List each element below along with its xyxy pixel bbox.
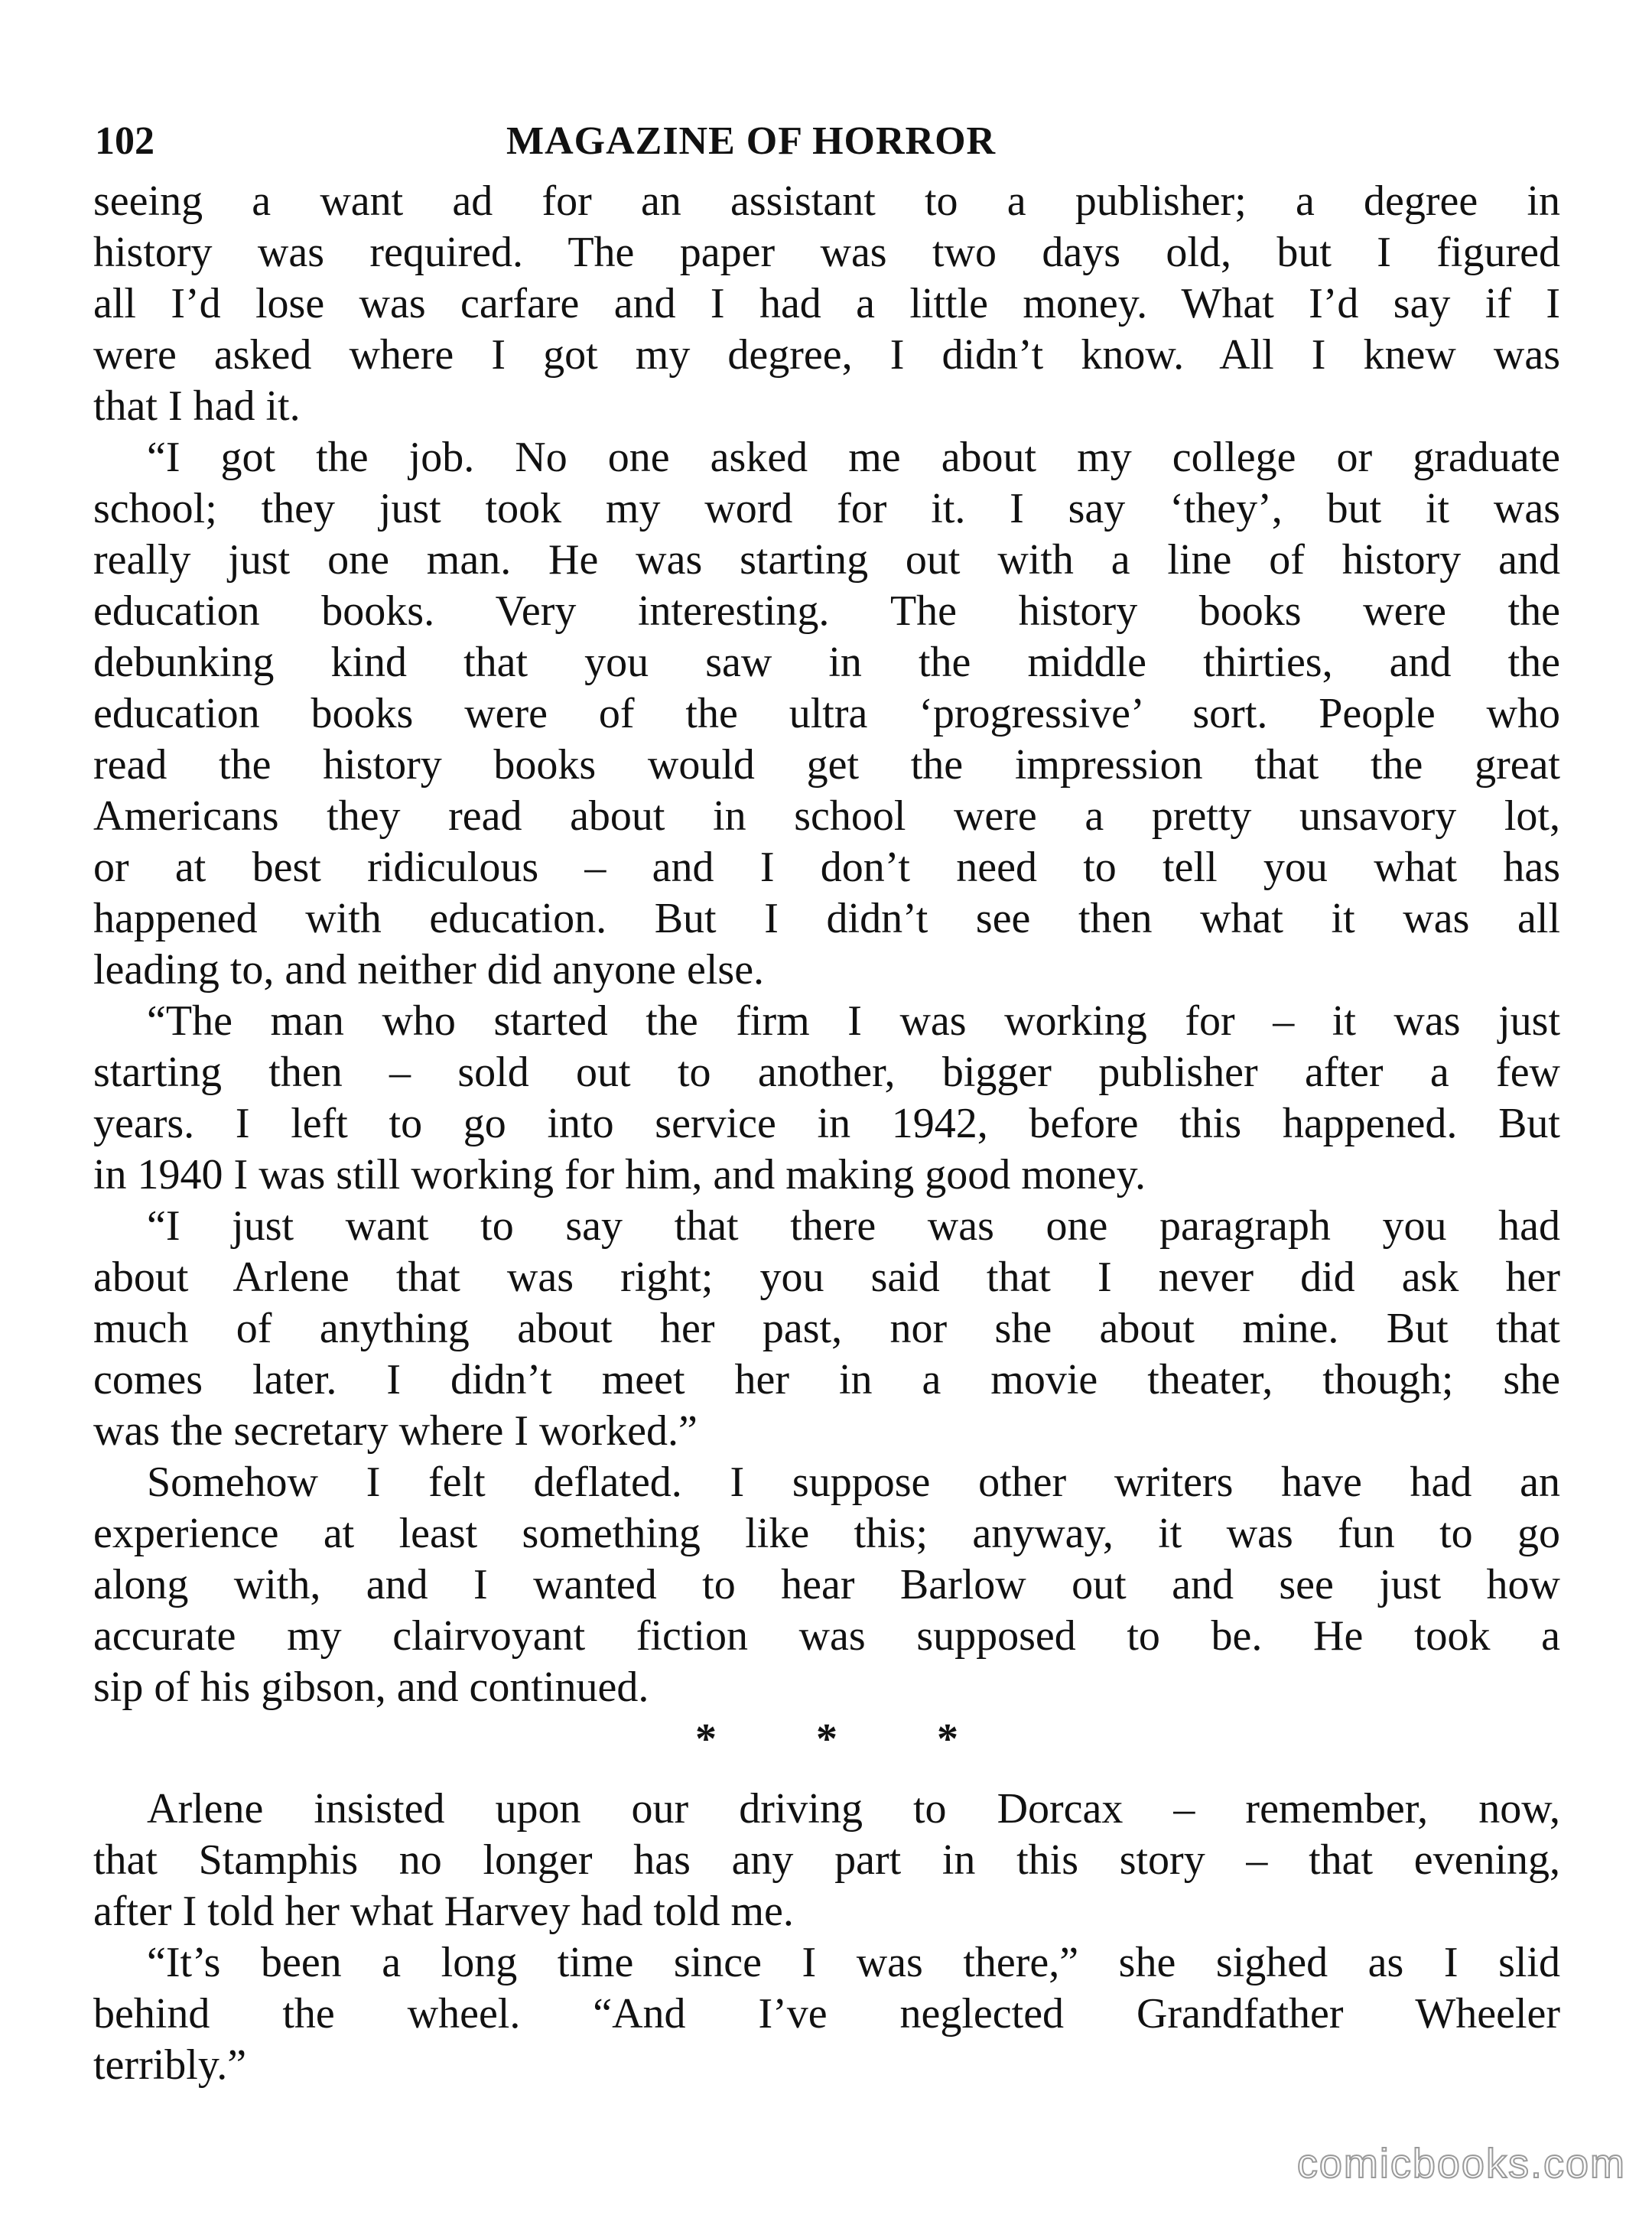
text-line: happened with education. But I didn’t see then what it was all [93, 895, 1560, 942]
text-line: were asked where I got my degree, I didn’t know. All I knew was [93, 331, 1560, 379]
text-line: education books. Very interesting. The history books were the [93, 587, 1560, 635]
text-line: school; they just took my word for it. I say ‘they’, but it was [93, 485, 1560, 532]
text-line: about Arlene that was right; you said that I never did ask her [93, 1254, 1560, 1301]
paragraph-7 [93, 1937, 1560, 2091]
text-line: that Stamphis no longer has any part in this story – that evening, [93, 1836, 1560, 1884]
watermark-logo: comicbooks.com [1296, 2141, 1626, 2187]
body-text [93, 176, 1560, 2091]
text-line: leading to, and neither did anyone else. [93, 946, 765, 994]
section-separator [93, 1718, 1560, 1761]
text-line: Somehow I felt deflated. I suppose other writers have had an [147, 1459, 1560, 1506]
text-line: really just one man. He was starting out with a line of history and [93, 536, 1560, 584]
text-line: was the secretary where I worked.” [93, 1407, 698, 1455]
paragraph-6 [93, 1784, 1560, 1937]
paragraph-5 [93, 1457, 1560, 1713]
running-title: MAGAZINE OF HORROR [506, 119, 997, 163]
page-header [93, 115, 1560, 176]
page-number: 102 [95, 119, 154, 163]
text-line: read the history books would get the impression that the great [93, 741, 1560, 789]
text-line: in 1940 I was still working for him, and making good money. [93, 1151, 1146, 1198]
separator-asterisk: * [937, 1716, 958, 1763]
text-line: starting then – sold out to another, bigger publisher after a few [93, 1049, 1560, 1096]
paragraph-4 [93, 1201, 1560, 1457]
text-line: “It’s been a long time since I was there,” she sighed as I slid [147, 1939, 1560, 1986]
text-line: “The man who started the firm I was working for – it was just [147, 997, 1560, 1045]
text-line: or at best ridiculous – and I don’t need to tell you what has [93, 844, 1560, 891]
text-line: sip of his gibson, and continued. [93, 1664, 649, 1711]
text-line: Arlene insisted upon our driving to Dorcax – remember, now, [147, 1785, 1560, 1833]
text-line: education books were of the ultra ‘progressive’ sort. People who [93, 690, 1560, 737]
separator-asterisk: * [695, 1716, 717, 1763]
paragraph-2 [93, 432, 1560, 996]
text-line: comes later. I didn’t meet her in a movie theater, though; she [93, 1356, 1560, 1403]
text-line: “I just want to say that there was one paragraph you had [147, 1202, 1560, 1250]
text-line: that I had it. [93, 382, 301, 430]
page-content [93, 115, 1560, 2091]
text-line: behind the wheel. “And I’ve neglected Grandfather Wheeler [93, 1990, 1560, 2038]
text-line: along with, and I wanted to hear Barlow out and see just how [93, 1561, 1560, 1608]
separator-asterisk: * [816, 1716, 837, 1763]
text-line: seeing a want ad for an assistant to a publisher; a degree in [93, 177, 1560, 225]
paragraph-3 [93, 996, 1560, 1201]
text-line: after I told her what Harvey had told me. [93, 1888, 794, 1935]
text-line: years. I left to go into service in 1942, before this happened. But [93, 1100, 1560, 1147]
paragraph-1 [93, 176, 1560, 432]
text-line: Americans they read about in school were a pretty unsavory lot, [93, 792, 1560, 840]
text-line: accurate my clairvoyant fiction was supposed to be. He took a [93, 1612, 1560, 1660]
text-line: much of anything about her past, nor she about mine. But that [93, 1305, 1560, 1352]
text-line: debunking kind that you saw in the middle thirties, and the [93, 639, 1560, 686]
text-line: “I got the job. No one asked me about my college or graduate [147, 434, 1560, 481]
text-line: history was required. The paper was two days old, but I figured [93, 229, 1560, 276]
text-line: terribly.” [93, 2041, 247, 2089]
text-line: all I’d lose was carfare and I had a little money. What I’d say if I [93, 280, 1560, 327]
text-line: experience at least something like this; anyway, it was fun to go [93, 1510, 1560, 1557]
